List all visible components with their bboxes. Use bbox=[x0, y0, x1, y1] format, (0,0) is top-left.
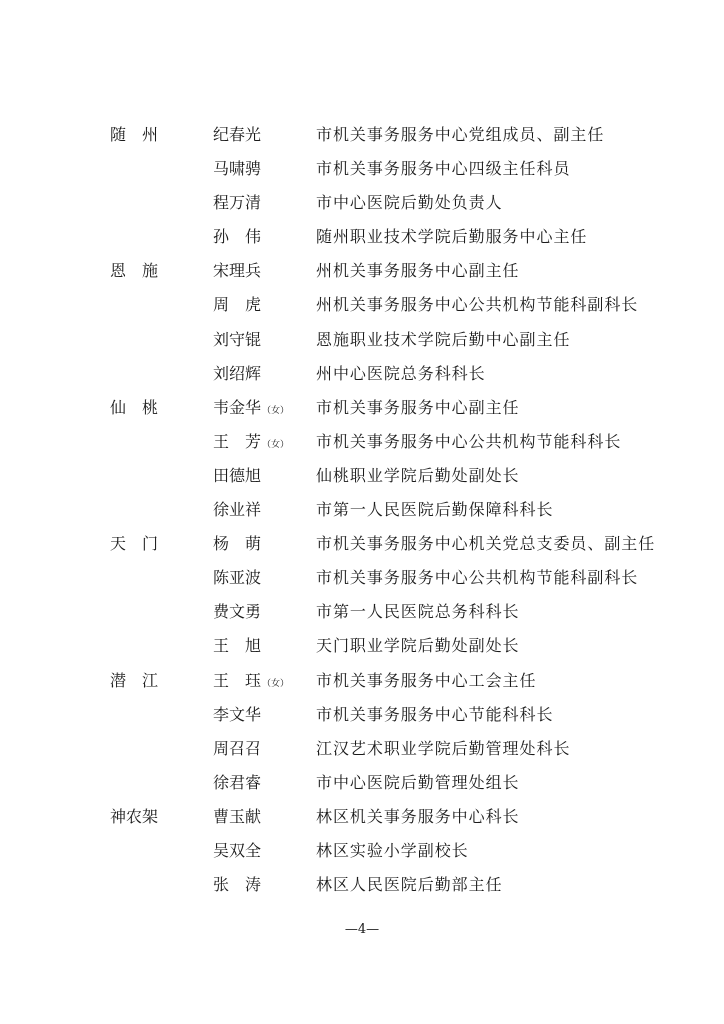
job-title: 州中心医院总务科科长 bbox=[316, 363, 486, 383]
person-name-text: 韦金华 bbox=[213, 397, 262, 417]
person-name-text: 吴双全 bbox=[213, 840, 262, 860]
roster-row bbox=[0, 868, 724, 902]
roster-row bbox=[0, 118, 724, 152]
roster-row bbox=[0, 561, 724, 595]
person-name bbox=[213, 664, 290, 701]
person-name bbox=[213, 220, 273, 254]
person-name bbox=[213, 698, 273, 732]
roster-row bbox=[0, 629, 724, 663]
job-title: 林区实验小学副校长 bbox=[316, 840, 469, 860]
page-number: —4— bbox=[344, 922, 380, 937]
job-title: 市机关事务服务中心机关党总支委员、副主任 bbox=[316, 534, 656, 554]
person-name bbox=[213, 595, 273, 629]
roster-row bbox=[0, 254, 724, 288]
roster-row bbox=[0, 186, 724, 220]
person-name-text: 刘守锟 bbox=[213, 329, 262, 349]
job-title: 市机关事务服务中心节能科科长 bbox=[316, 704, 554, 724]
person-name-text: 周召召 bbox=[213, 738, 262, 758]
personnel-roster bbox=[0, 118, 724, 902]
person-name-text: 陈亚波 bbox=[213, 568, 262, 588]
person-name-text: 王 珏 bbox=[213, 670, 262, 690]
roster-row bbox=[0, 459, 724, 493]
person-name bbox=[213, 425, 290, 462]
person-name bbox=[213, 118, 273, 152]
job-title: 市机关事务服务中心工会主任 bbox=[316, 670, 537, 690]
roster-row bbox=[0, 493, 724, 527]
person-name bbox=[213, 629, 273, 663]
region-label: 随 州 bbox=[110, 125, 159, 144]
person-name bbox=[213, 800, 273, 834]
region-label: 天 门 bbox=[110, 534, 159, 554]
region-label: 神农架 bbox=[110, 806, 159, 826]
person-name bbox=[213, 868, 273, 902]
gender-marker: （女） bbox=[262, 405, 290, 416]
person-name-text: 马啸骋 bbox=[213, 159, 262, 179]
job-title: 市中心医院后勤处负责人 bbox=[316, 193, 503, 213]
roster-row bbox=[0, 664, 724, 698]
person-name bbox=[213, 186, 273, 220]
job-title: 市机关事务服务中心公共机构节能科科长 bbox=[316, 431, 622, 451]
person-name bbox=[213, 254, 273, 288]
roster-row bbox=[0, 152, 724, 186]
roster-row bbox=[0, 732, 724, 766]
person-name bbox=[213, 527, 273, 561]
job-title: 江汉艺术职业学院后勤管理处科长 bbox=[316, 738, 571, 758]
roster-row bbox=[0, 595, 724, 629]
roster-row bbox=[0, 323, 724, 357]
person-name bbox=[213, 493, 273, 527]
job-title: 随州职业技术学院后勤服务中心主任 bbox=[316, 227, 588, 247]
person-name-text: 徐君睿 bbox=[213, 772, 262, 792]
person-name-text: 王 旭 bbox=[213, 636, 262, 656]
roster-row bbox=[0, 288, 724, 322]
person-name-text: 杨 萌 bbox=[213, 534, 262, 554]
roster-row bbox=[0, 766, 724, 800]
job-title: 市机关事务服务中心公共机构节能科副科长 bbox=[316, 568, 639, 588]
region-label: 恩 施 bbox=[110, 261, 159, 281]
person-name-text: 程万清 bbox=[213, 193, 262, 213]
person-name bbox=[213, 357, 273, 391]
roster-row bbox=[0, 800, 724, 834]
person-name-text: 张 涛 bbox=[213, 875, 262, 895]
roster-row bbox=[0, 527, 724, 561]
person-name bbox=[213, 152, 273, 186]
person-name-text: 刘绍辉 bbox=[213, 363, 262, 383]
person-name-text: 曹玉献 bbox=[213, 806, 262, 826]
job-title: 市机关事务服务中心四级主任科员 bbox=[316, 159, 571, 179]
job-title: 恩施职业技术学院后勤中心副主任 bbox=[316, 329, 571, 349]
job-title: 天门职业学院后勤处副处长 bbox=[316, 636, 520, 656]
job-title: 市机关事务服务中心副主任 bbox=[316, 397, 520, 417]
gender-marker: （女） bbox=[262, 439, 290, 450]
region-label: 仙 桃 bbox=[110, 397, 159, 417]
roster-row bbox=[0, 391, 724, 425]
roster-row bbox=[0, 425, 724, 459]
person-name bbox=[213, 323, 273, 357]
roster-row bbox=[0, 220, 724, 254]
job-title: 州机关事务服务中心副主任 bbox=[316, 261, 520, 281]
person-name-text: 纪春光 bbox=[213, 125, 262, 144]
job-title: 州机关事务服务中心公共机构节能科副科长 bbox=[316, 295, 639, 315]
person-name-text: 周 虎 bbox=[213, 295, 262, 315]
roster-row bbox=[0, 698, 724, 732]
job-title: 市第一人民医院总务科科长 bbox=[316, 602, 520, 622]
job-title: 林区机关事务服务中心科长 bbox=[316, 806, 520, 826]
job-title: 市第一人民医院后勤保障科科长 bbox=[316, 500, 554, 520]
job-title: 市中心医院后勤管理处组长 bbox=[316, 772, 520, 792]
person-name-text: 李文华 bbox=[213, 704, 262, 724]
person-name bbox=[213, 288, 273, 322]
person-name-text: 宋理兵 bbox=[213, 261, 262, 281]
person-name bbox=[213, 834, 273, 868]
person-name-text: 徐业祥 bbox=[213, 500, 262, 520]
person-name bbox=[213, 459, 273, 493]
person-name-text: 田德旭 bbox=[213, 465, 262, 485]
person-name bbox=[213, 766, 273, 800]
person-name-text: 王 芳 bbox=[213, 431, 262, 451]
gender-marker: （女） bbox=[262, 678, 290, 689]
person-name-text: 费文勇 bbox=[213, 602, 262, 622]
job-title: 仙桃职业学院后勤处副处长 bbox=[316, 465, 520, 485]
job-title: 林区人民医院后勤部主任 bbox=[316, 875, 503, 895]
person-name bbox=[213, 732, 273, 766]
person-name bbox=[213, 391, 290, 428]
region-label: 潜 江 bbox=[110, 670, 159, 690]
roster-row bbox=[0, 357, 724, 391]
person-name-text: 孙 伟 bbox=[213, 227, 262, 247]
person-name bbox=[213, 561, 273, 595]
roster-row bbox=[0, 834, 724, 868]
job-title: 市机关事务服务中心党组成员、副主任 bbox=[316, 125, 605, 144]
